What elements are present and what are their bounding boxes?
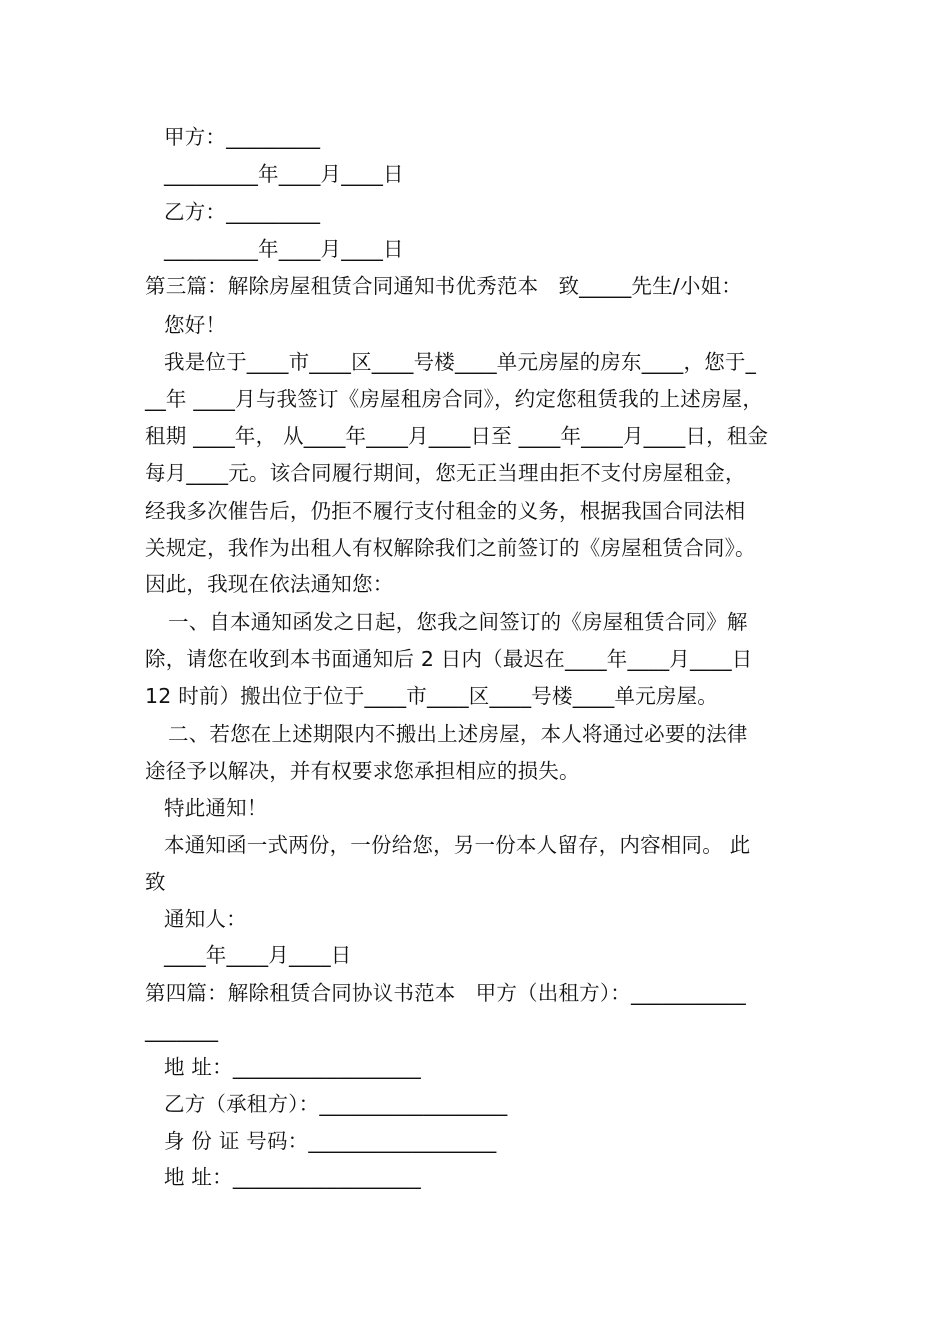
body-line: 我是位于____市____区____号楼____单元房屋的房东____，您于_	[164, 350, 757, 374]
lessee-field: 乙方（承租方）：__________________	[164, 1092, 508, 1116]
body-line: 经我多次催告后，仍拒不履行支付租金的义务，根据我国合同法相	[145, 499, 746, 523]
section-3-heading: 第三篇：解除房屋租赁合同通知书优秀范本 致_____先生/小姐：	[145, 274, 743, 298]
notifier-label: 通知人：	[164, 907, 247, 931]
address-field: 地 址：__________________	[164, 1055, 421, 1079]
clause-1-cont: 除，请您在收到本书面通知后 2 日内（最迟在____年____月____日	[145, 647, 753, 671]
clause-1-cont: 12 时前）搬出位于位于____市____区____号楼____单元房屋。	[145, 684, 719, 708]
party-b-date: _________年____月____日	[164, 237, 404, 261]
body-line: 因此，我现在依法通知您：	[145, 572, 394, 596]
clause-2: 二、若您在上述期限内不搬出上述房屋，本人将通过必要的法律	[168, 722, 748, 746]
clause-2-cont: 途径予以解决，并有权要求您承担相应的损失。	[145, 759, 580, 783]
body-line: 关规定，我作为出租人有权解除我们之前签订的《房屋租赁合同》。	[145, 536, 756, 560]
notice-closing: 特此通知！	[164, 796, 268, 820]
copies-statement-cont: 致	[145, 870, 166, 894]
section-4-heading: 第四篇：解除租赁合同协议书范本 甲方（出租方）：___________	[145, 981, 746, 1005]
greeting: 您好！	[164, 313, 227, 337]
party-a-label: 甲方：_________	[164, 125, 321, 149]
notifier-date: ____年____月____日	[164, 943, 352, 967]
address-field: 地 址：__________________	[164, 1165, 421, 1189]
body-line: 租期 ____年， 从____年____月____日至 ____年____月____日，租金	[145, 424, 769, 448]
section-4-heading-cont: _______	[145, 1018, 219, 1042]
body-line: 每月____元。该合同履行期间，您无正当理由拒不支付房屋租金，	[145, 461, 746, 485]
clause-1: 一、自本通知函发之日起，您我之间签订的《房屋租赁合同》解	[168, 610, 748, 634]
id-number-field: 身 份 证 号码：__________________	[164, 1129, 497, 1153]
copies-statement: 本通知函一式两份，一份给您，另一份本人留存，内容相同。 此	[164, 833, 751, 857]
body-line: __年 ____月与我签订《房屋租房合同》，约定您租赁我的上述房屋，	[145, 387, 764, 411]
party-a-date: _________年____月____日	[164, 162, 404, 186]
party-b-label: 乙方：_________	[164, 200, 321, 224]
